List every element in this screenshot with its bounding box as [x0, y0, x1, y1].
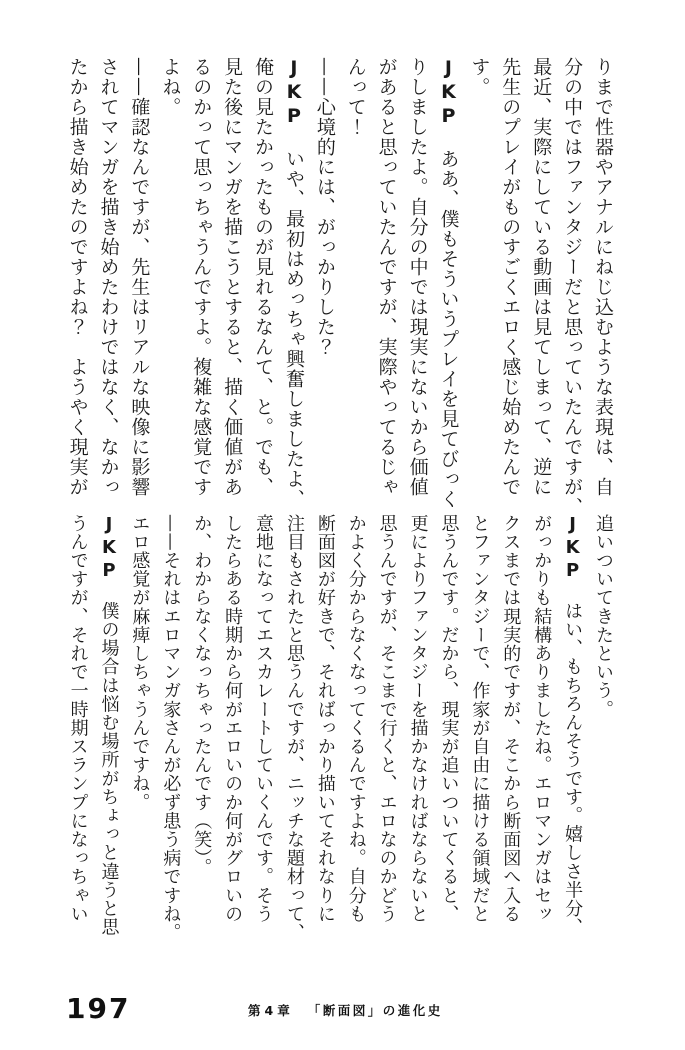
- chapter-heading: [248, 1001, 443, 1019]
- chapter-title: 「断面図」の進化史: [307, 1003, 443, 1018]
- speaker-label: JKP: [562, 514, 584, 583]
- text-line: ——確認なんですが、先生はリアルな映像に影響: [128, 57, 151, 497]
- text-line: りまで性器やアナルにねじ込むような表現は、自: [592, 57, 614, 497]
- text-line: 更によりファンタジーを描かなければならないと: [407, 514, 429, 924]
- text-line: JKP 僕の場合は悩む場所がちょっと違うと思: [98, 514, 120, 937]
- text-line: エロ感覚が麻痺しちゃうんですね。: [129, 514, 151, 812]
- text-line: ——心境的には、がっかりした？: [313, 57, 336, 357]
- text-line: す。: [468, 57, 491, 97]
- text-line: かよく分からなくなってくるんですよね。自分も: [345, 514, 367, 924]
- speaker-label: JKP: [282, 57, 305, 129]
- text-line: 意地になってエスカレートしていくんです。そう: [253, 514, 275, 924]
- text-line: したらある時期から何がエロいのか何がグロいの: [222, 514, 244, 924]
- text-line: ——それはエロマンガ家さんが必ず患う病ですね。: [160, 514, 182, 942]
- text-line: んって！: [344, 57, 367, 137]
- text-line: 追いついてきたという。: [593, 514, 614, 719]
- text-line: 分の中ではファンタジーだと思っていたんですが、: [561, 57, 584, 517]
- text-line: よね。: [159, 57, 182, 117]
- text-line: 思うんです。だから、現実が追いついてくると、: [438, 514, 460, 924]
- speaker-label: JKP: [98, 514, 120, 583]
- top-text-block: [62, 57, 618, 519]
- text-line: 注目もされたと思うんですが、ニッチな題材って、: [283, 514, 305, 942]
- text-line: うんですが、それで一時期スランプになっちゃい: [67, 514, 89, 924]
- text-line: されてマンガを描き始めたわけではなく、なかっ: [97, 57, 120, 497]
- text-line: JKP はい、もちろんそうです。嬉しさ半分、: [562, 514, 584, 937]
- text-line: 俺の見たかったものが見れるなんて、と。でも、: [252, 57, 275, 497]
- page-number: 197: [66, 992, 131, 1025]
- text-line: JKP いや、最初はめっちゃ興奮しましたよ、: [282, 57, 305, 509]
- bottom-text-block: [62, 514, 618, 946]
- text-line: 見た後にマンガを描こうとすると、描く価値があ: [221, 57, 244, 497]
- text-line: 最近、実際にしている動画は見てしまって、逆に: [530, 57, 553, 497]
- text-line: JKP ああ、僕もそういうプレイを見てびっく: [437, 57, 460, 509]
- text-line: がっかりも結構ありましたね。エロマンガはセッ: [531, 514, 553, 924]
- text-line: クスまでは現実的ですが、そこから断面図へ入る: [500, 514, 522, 924]
- text-line: か、わからなくなっちゃったんです（笑）。: [191, 514, 213, 877]
- text-line: 先生のプレイがものすごくエロく感じ始めたんで: [499, 57, 522, 497]
- text-line: たから描き始めたのですよね？ ようやく現実が: [66, 57, 89, 497]
- text-line: 思うんですが、そこまで行くと、エロなのかどう: [376, 514, 398, 924]
- speaker-label: JKP: [437, 57, 460, 129]
- text-line: 断面図が好きで、そればっかり描いてそれなりに: [314, 514, 336, 924]
- text-line: があると思っていたんですが、実際やってるじゃ: [375, 57, 398, 497]
- text-line: とファンタジーで、作家が自由に描ける領域だと: [469, 514, 491, 924]
- text-line: りしましたよ。自分の中では現実にないから価値: [406, 57, 429, 497]
- text-line: るのかって思っちゃうんですよ。複雑な感覚です: [190, 57, 213, 497]
- chapter-label: 第4章: [248, 1003, 294, 1018]
